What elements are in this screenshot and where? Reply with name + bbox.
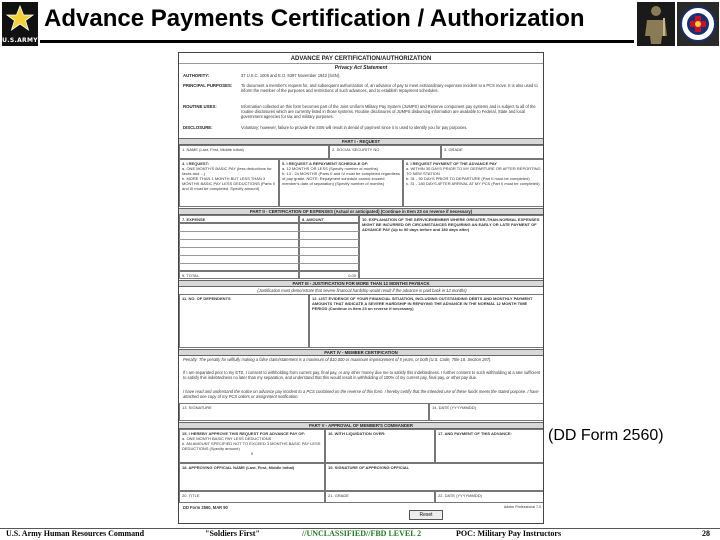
payment-option-c[interactable]: c. 31 - 180 DAYS AFTER ARRIVAL AT MY PCS (Part II must be completed) [406,181,540,186]
footer-poc: POC: Military Pay Instructors [456,529,562,538]
approve-option-a[interactable]: a. ONE MONTH BASIC PAY LESS DEDUCTIONS [182,436,272,441]
approve-label: 15. I HEREBY APPROVE THIS REQUEST FOR ADVANCE PAY OF: [182,431,306,436]
repayment-option-b[interactable]: b. 13 - 24 MONTHS (Parts II and IV must be completed regardless of pay grade. NOTE: Repayment schedule cannot exceed member's date of separation) (Specify number of months) [282,171,400,186]
soldier-silhouette-logo [637,2,675,46]
expense-row-line [179,255,359,256]
expense-row-line [179,231,359,232]
cert-notice-text: I have read and understand the notice on advance pay incident to a PCS contained on the reverse of this form. I hereby certify that the intended use of these funds meets the stated purpose. I have attached one copy of my PCS orders or assignment notification. [183,389,539,399]
ssn-label: 2. SOCIAL SECURITY NO. [332,147,381,152]
date22-field[interactable] [435,491,544,503]
army-star-icon [5,5,35,31]
approving-official-field[interactable] [179,463,325,491]
expense-row-line [179,263,359,264]
footer-motto: "Soldiers First" [205,529,260,538]
explanation-label: 10. EXPLANATION OF THE SERVICEMEMBER WHERE GREATER-THAN-NORMAL EXPENSES MIGHT BE INCURRED OR CIRCUMSTANCES REQUIRING AN EARLY OR LATE PAYMENT OF ADVANCE PAY (Up to 90 days before and 180 days after) [362,217,540,232]
authority-label: AUTHORITY: [183,73,210,78]
army-logo-label: U.S.ARMY [2,37,38,44]
grade-label: 3. GRADE [444,147,463,152]
date-label: 14. DATE (YYYYMMDD) [432,405,476,410]
purposes-label: PRINCIPAL PURPOSES: [183,83,233,88]
request-option-b[interactable]: b. MORE THAN 1 MONTH BUT LESS THAN 3 MONTHS BASIC PAY LESS DEDUCTIONS (Parts II and III must be completed. Specify amount) [182,176,275,191]
footer-classification: //UNCLASSIFIED//FBD LEVEL 2 [302,529,422,538]
total-label: 9. TOTAL [179,271,299,279]
repayment-option-a[interactable]: a. 12 MONTHS OR LESS (Specify number of months) [282,166,379,171]
name-label: 1. NAME (Last, First, Middle Initial) [182,147,244,152]
part-5-header: PART V - APPROVAL OF MEMBER'S COMMANDER [179,422,543,429]
ssn-field[interactable] [329,145,441,159]
expense-row-line [179,239,359,240]
hrc-seal-logo [677,2,719,46]
name-field[interactable] [179,145,329,159]
us-army-logo [2,2,38,46]
form-caption: (DD Form 2560) [548,427,664,444]
cert-penalty-text: Penalty: The penalty for willfully making a false claim/statement is a maximum of $10,000 or maximum imprisonment of 5 years, or both (U.S. Code, Title 18, Section 287). [183,357,492,362]
title-field[interactable] [179,491,325,503]
repayment-label: 5. I REQUEST A REPAYMENT SCHEDULE OF: [282,161,369,166]
title-underline [40,40,634,43]
request-option-a[interactable]: a. ONE MONTH'S BASIC PAY (less deductions for taxes and ...) [182,166,272,176]
explanation-field[interactable] [359,215,544,279]
signature-field[interactable] [179,403,429,421]
approve-amount[interactable]: 0 [250,451,254,456]
privacy-act-title: Privacy Act Statement [334,65,388,71]
liquidation-field[interactable] [325,429,435,463]
form-divider [179,63,544,64]
approve-section [179,429,325,463]
title-label: 20. TITLE [182,493,200,498]
dependents-field[interactable] [179,294,309,348]
dd-form-2560 [178,52,544,524]
page-number: 28 [702,529,710,538]
payment-option-a[interactable]: a. WITHIN 30 DAYS PRIOR TO MY DEPARTURE OR AFTER REPORTING TO NEW STATION [406,166,541,176]
payment-section [403,159,544,207]
request-section [179,159,279,207]
payment-label: 6. I REQUEST PAYMENT OF THE ADVANCE PAY [406,161,497,166]
liquidation-label: 16. WITH LIQUIDATION OVER: [328,431,386,436]
part-1-header: PART I - REQUEST [179,138,543,145]
dependents-label: 11. NO. OF DEPENDENTS [182,296,231,301]
disclosure-text: Voluntary; however, failure to provide the SSN will result in denial of payment since it is used to identify you for pay purposes. [241,125,468,130]
authority-text: 37 U.S.C. 1006 and E.O. 9397 November 1943 (SSN). [241,73,341,78]
part-2-header: PART II - CERTIFICATION OF EXPENSES (Actual or anticipated) (Continue in Item 23 on reverse if necessary) [179,208,543,215]
grade21-label: 21. GRADE [328,493,349,498]
repayment-section [279,159,403,207]
approve-option-b[interactable]: b. AN AMOUNT SPECIFIED NOT TO EXCEED 3 MONTHS BASIC PAY LESS DEDUCTIONS (Specify amount) [182,441,321,451]
expense-row-line [179,247,359,248]
part-4-header: PART IV - MEMBER CERTIFICATION [179,349,543,356]
grade-field[interactable] [441,145,544,159]
form-title: ADVANCE PAY CERTIFICATION/AUTHORIZATION [290,56,432,62]
cert-consent-text: If I am separated prior to my ETS, I consent to withholding from current pay, final pay, or any other money due me to satisfy this indebtedness. I further consent to such withholding at a rate sufficient to satisfy this indebtedness no later than my separation, and understand that this would result in withholding of 100% of my current pay, final pay, or other pay due. [183,370,541,380]
disclosure-label: DISCLOSURE: [183,125,213,130]
date22-label: 22. DATE (YYYYMMDD) [438,493,482,498]
reset-button[interactable]: Reset [409,510,443,520]
approving-signature-label: 19. SIGNATURE OF APPROVING OFFICIAL [328,465,410,470]
signature-label: 13. SIGNATURE [182,405,212,410]
hrc-seal-icon [677,2,719,46]
debts-field[interactable] [309,294,544,348]
request-label: 4. I REQUEST: [182,161,209,166]
debts-label: 12. LIST EVIDENCE OF YOUR FINANCIAL SITUATION, INCLUDING OUTSTANDING DEBTS AND MONTHLY PAYMENT AMOUNTS THAT INDICATE A SEVERE HARDSHIP IN REPAYING THE ADVANCE IN THE NORMAL 12 MONTH TIME PERIOD (Continue in Item 23 on reverse if necessary) [312,296,533,311]
footer-command: U.S. Army Human Resources Command [6,529,145,538]
grade21-field[interactable] [325,491,435,503]
routine-uses-label: ROUTINE USES: [183,104,217,109]
payment17-label: 17. AND PAYMENT OF THIS ADVANCE: [438,431,512,436]
part-3-header: PART III - JUSTIFICATION FOR MORE THAN 12 MONTHS PAYBACK [179,280,543,287]
approving-signature-field[interactable] [325,463,544,491]
form-id: DD Form 2560, MAR 90 [183,505,228,510]
soldier-icon [637,2,675,46]
total-value: 0.00 [299,271,359,279]
date-field[interactable] [429,403,544,421]
adobe-note: Adobe Professional 7.0 [503,505,541,509]
approving-official-label: 18. APPROVING OFFICIAL NAME (Last, First, Middle Initial) [182,465,295,470]
purposes-text: To document a member's request for, and subsequent authorization of, an advance of pay to meet extraordinary expenses incident to a PCS move. It is also used to inform the member of the purposes and restrictions of such advances, and to establish repayment schedules. [241,83,538,93]
routine-uses-text: Information collected on this form becomes part of the Joint Uniform Military Pay System (JUMPS) and Reserve component pay systems and is subject to all of the routine disclosures which are currently listed in those systems. Routine disclosures of JUMPS disbursing information are available to Federal, State and local government agencies for tax and military purposes. [241,104,536,119]
payment17-field[interactable] [435,429,544,463]
part-3-note: (Justification must demonstrate that severe financial hardship would result if the advance is paid back in 12 months) [257,288,467,293]
amount-header: 8. AMOUNT [299,215,359,223]
page-title: Advance Payments Certification / Authorization [44,5,585,32]
expense-header: 7. EXPENSE [179,215,299,223]
payment-option-b[interactable]: b. 31 - 90 DAYS PRIOR TO DEPARTURE (Part II must be completed) [406,176,530,181]
